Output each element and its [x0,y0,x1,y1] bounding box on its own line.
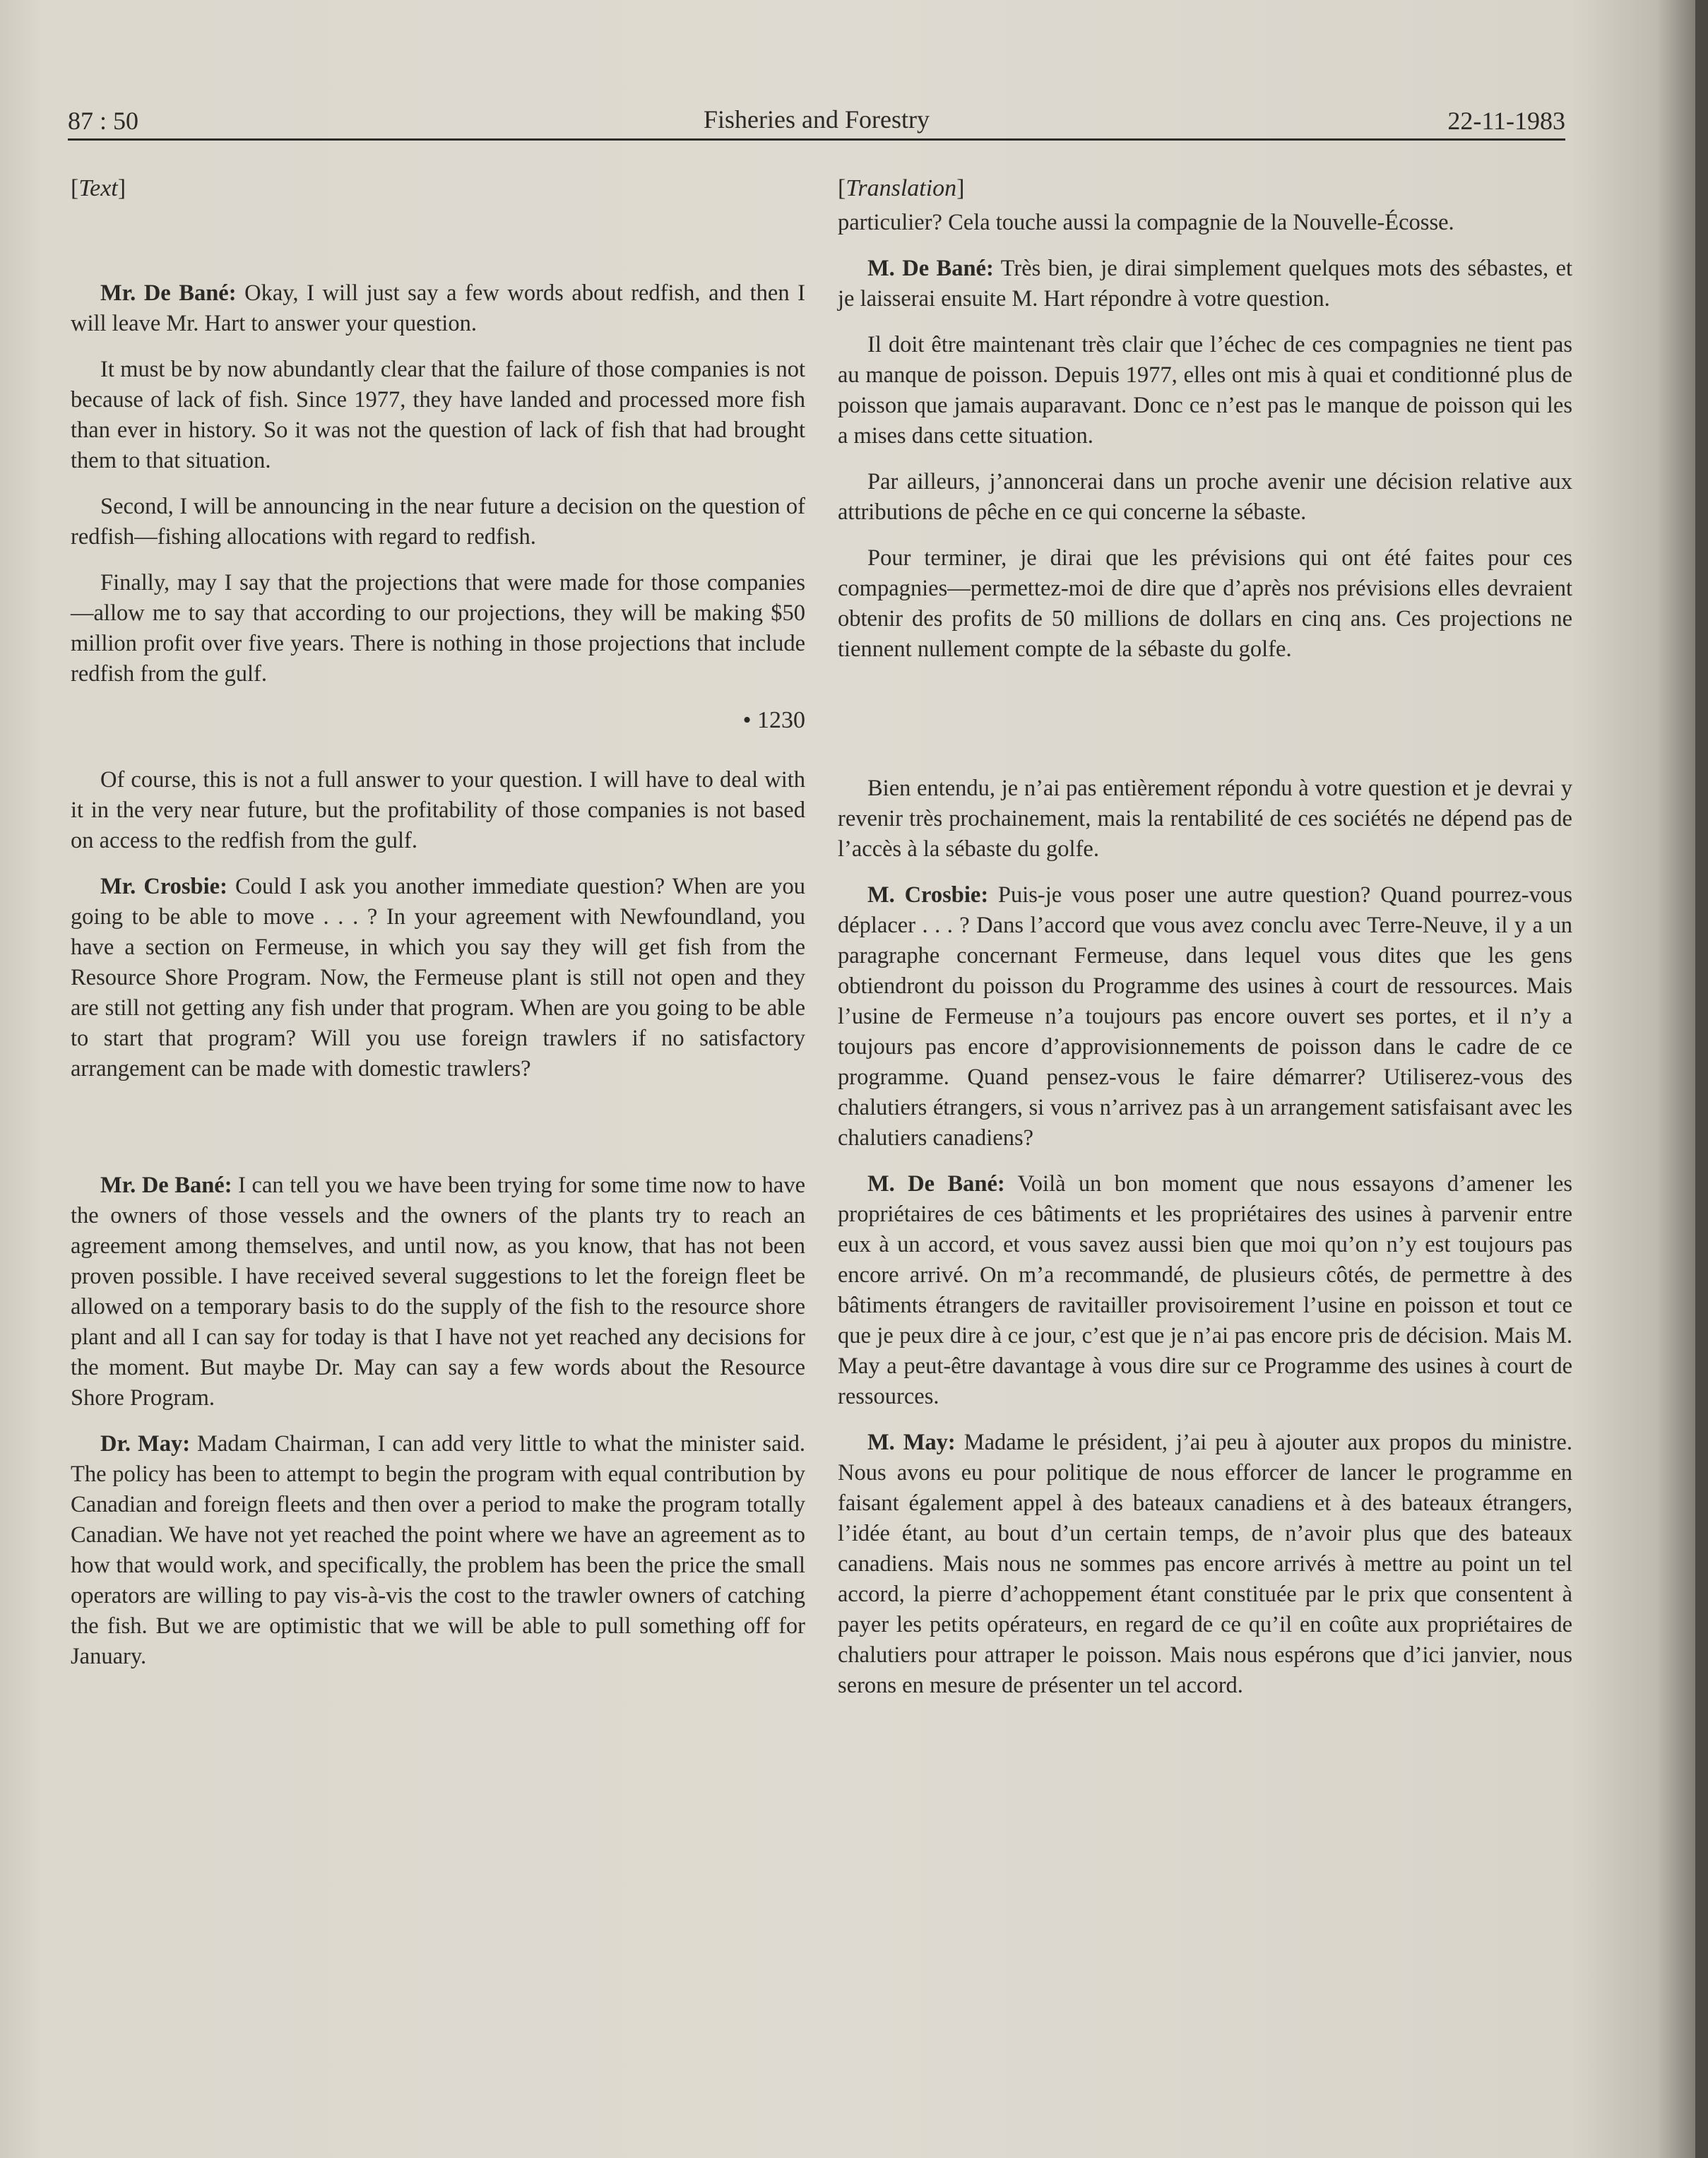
english-column [71,173,805,1688]
paragraph: particulier? Cela touche aussi la compagnie de la Nouvelle-Écosse. [838,210,1454,235]
page-edge-shadow [1695,0,1708,2158]
section-tag: [Text] [71,175,126,201]
paragraph: Finally, may I say that the projections that were made for those companies—allow me to say that according to our projections, they will be making $50 million profit over five years. There is nothing in those projections that include redfish from the gulf. [71,570,805,687]
paragraph: Second, I will be announcing in the near future a decision on the question of redfish—fishing allocations with regard to redfish. [71,494,805,550]
speaker-name: Dr. May: [100,1431,191,1457]
speaker-name: Mr. Crosbie: [100,874,227,899]
paragraph: M. De Bané: Très bien, je dirai simplement quelques mots des sébastes, et je laisserai ensuite M. Hart répondre à votre question. [838,256,1572,312]
time-stamp: • 1230 [742,707,805,733]
speaker-name: Mr. De Bané: [100,280,237,306]
section-tag: [Translation] [838,175,965,201]
paragraph: Mr. De Bané: Okay, I will just say a few words about redfish, and then I will leave Mr. Hart to answer your question. [71,280,805,336]
running-title: Fisheries and Forestry [704,105,930,134]
paragraph: It must be by now abundantly clear that the failure of those companies is not because of lack of fish. Since 1977, they have landed and processed more fish than ever in history. So it was not the question of lack of fish that had brought them to that situation. [71,357,805,473]
french-column [838,173,1572,1717]
paragraph: M. May: Madame le président, j’ai peu à ajouter aux propos du ministre. Nous avons eu pour politique de nous efforcer de lancer le programme en faisant également appel à des bateaux canadiens et à des bateaux étrangers, l’idée étant, au bout d’un certain temps, de n’avoir plus que des bateaux canadiens. Mais nous ne sommes pas encore arrivés à mettre au point un tel accord, la pierre d’achoppement étant constituée par le prix que consentent à payer les petits opérateurs, en regard de ce qu’il en coûte aux propriétaires de chalutiers pour attraper le poisson. Mais nous espérons que d’ici janvier, nous serons en mesure de présenter un tel accord. [838,1430,1572,1698]
speaker-name: Mr. De Bané: [100,1173,232,1198]
page-header [68,103,1565,141]
paragraph: Pour terminer, je dirai que les prévisions qui ont été faites pour ces compagnies—permettez-moi de dire que d’après nos prévisions elles devraient obtenir des profits de 50 millions de dollars en cinq ans. Ces projections ne tiennent nullement compte de la sébaste du golfe. [838,545,1572,662]
speaker-name: M. May: [867,1430,956,1455]
paragraph: Dr. May: Madam Chairman, I can add very little to what the minister said. The policy has been to attempt to begin the program with equal contribution by Canadian and foreign fleets and then over a period to make the program totally Canadian. We have not yet reached the point where we have an agreement as to how that would work, and specifically, the problem has been the price the small operators are willing to pay vis-à-vis the cost to the trawler owners of catching the fish. But we are optimistic that we will be able to pull something off for January. [71,1431,805,1669]
speaker-name: M. De Bané: [867,1171,1005,1197]
header-date: 22-11-1983 [1447,107,1565,135]
paragraph: Of course, this is not a full answer to your question. I will have to deal with it in the very near future, but the profitability of those companies is not based on access to the redfish from the gulf. [71,767,805,853]
speaker-name: M. De Bané: [867,256,994,281]
paragraph: Mr. Crosbie: Could I ask you another immediate question? When are you going to be able to move . . . ? In your agreement with Newfoundland, you have a section on Fermeuse, in which you say they will get fish from the Resource Shore Program. Now, the Fermeuse plant is still not open and they are still not getting any fish under that program. When are you going to be able to start that program? Will you use foreign trawlers if no satisfactory arrangement can be made with domestic trawlers? [71,874,805,1081]
paragraph: M. Crosbie: Puis-je vous poser une autre question? Quand pourrez-vous déplacer . . . ? Dans l’accord que vous avez conclu avec Terre-Neuve, il y a un paragraphe concernant Fermeuse, dans lequel vous dites que les gens obtiendront du poisson du Programme des usines à court de ressources. Mais l’usine de Fermeuse n’a toujours pas encore ouvert ses portes, et il n’y a toujours pas encore d’approvisionnements de poisson dans le cadre de ce programme. Quand pensez-vous le faire démarrer? Utiliserez-vous des chalutiers étrangers, si vous n’arrivez pas à un arrangement satisfaisant avec les chalutiers canadiens? [838,882,1572,1151]
paragraph: M. De Bané: Voilà un bon moment que nous essayons d’amener les propriétaires de ces bâtiments et les propriétaires des usines à parvenir entre eux à un accord, et vous savez aussi bien que moi qu’on n’y est toujours pas encore arrivé. On m’a recommandé, de plusieurs côtés, de permettre à des bâtiments étrangers de ravitailler provisoirement l’usine en poisson et tout ce que je peux dire à ce jour, c’est que je n’ai pas encore pris de décision. Mais M. May a peut-être davantage à vous dire sur ce Programme des usines à court de ressources. [838,1171,1572,1409]
speaker-name: M. Crosbie: [867,882,989,908]
page-number: 87 : 50 [68,107,139,135]
paragraph: Mr. De Bané: I can tell you we have been trying for some time now to have the owners of those vessels and the owners of the plants try to reach an agreement among themselves, and until now, as you know, that has not been proven possible. I have received several suggestions to let the foreign fleet be allowed on a temporary basis to do the supply of the fish to the resource shore plant and all I can say for today is that I have not yet reached any decisions for the moment. But maybe Dr. May can say a few words about the Resource Shore Program. [71,1173,806,1411]
paragraph: Il doit être maintenant très clair que l’échec de ces compagnies ne tient pas au manque de poisson. Depuis 1977, elles ont mis à quai et conditionné plus de poisson que jamais auparavant. Donc ce n’est pas le manque de poisson qui les a mises dans cette situation. [838,332,1572,449]
paragraph: Bien entendu, je n’ai pas entièrement répondu à votre question et je devrai y revenir très prochainement, mais la rentabilité de ces sociétés ne dépend pas de l’accès à la sébaste du golfe. [838,776,1572,862]
paragraph: Par ailleurs, j’annoncerai dans un proche avenir une décision relative aux attributions de pêche en ce qui concerne la sébaste. [838,469,1572,525]
